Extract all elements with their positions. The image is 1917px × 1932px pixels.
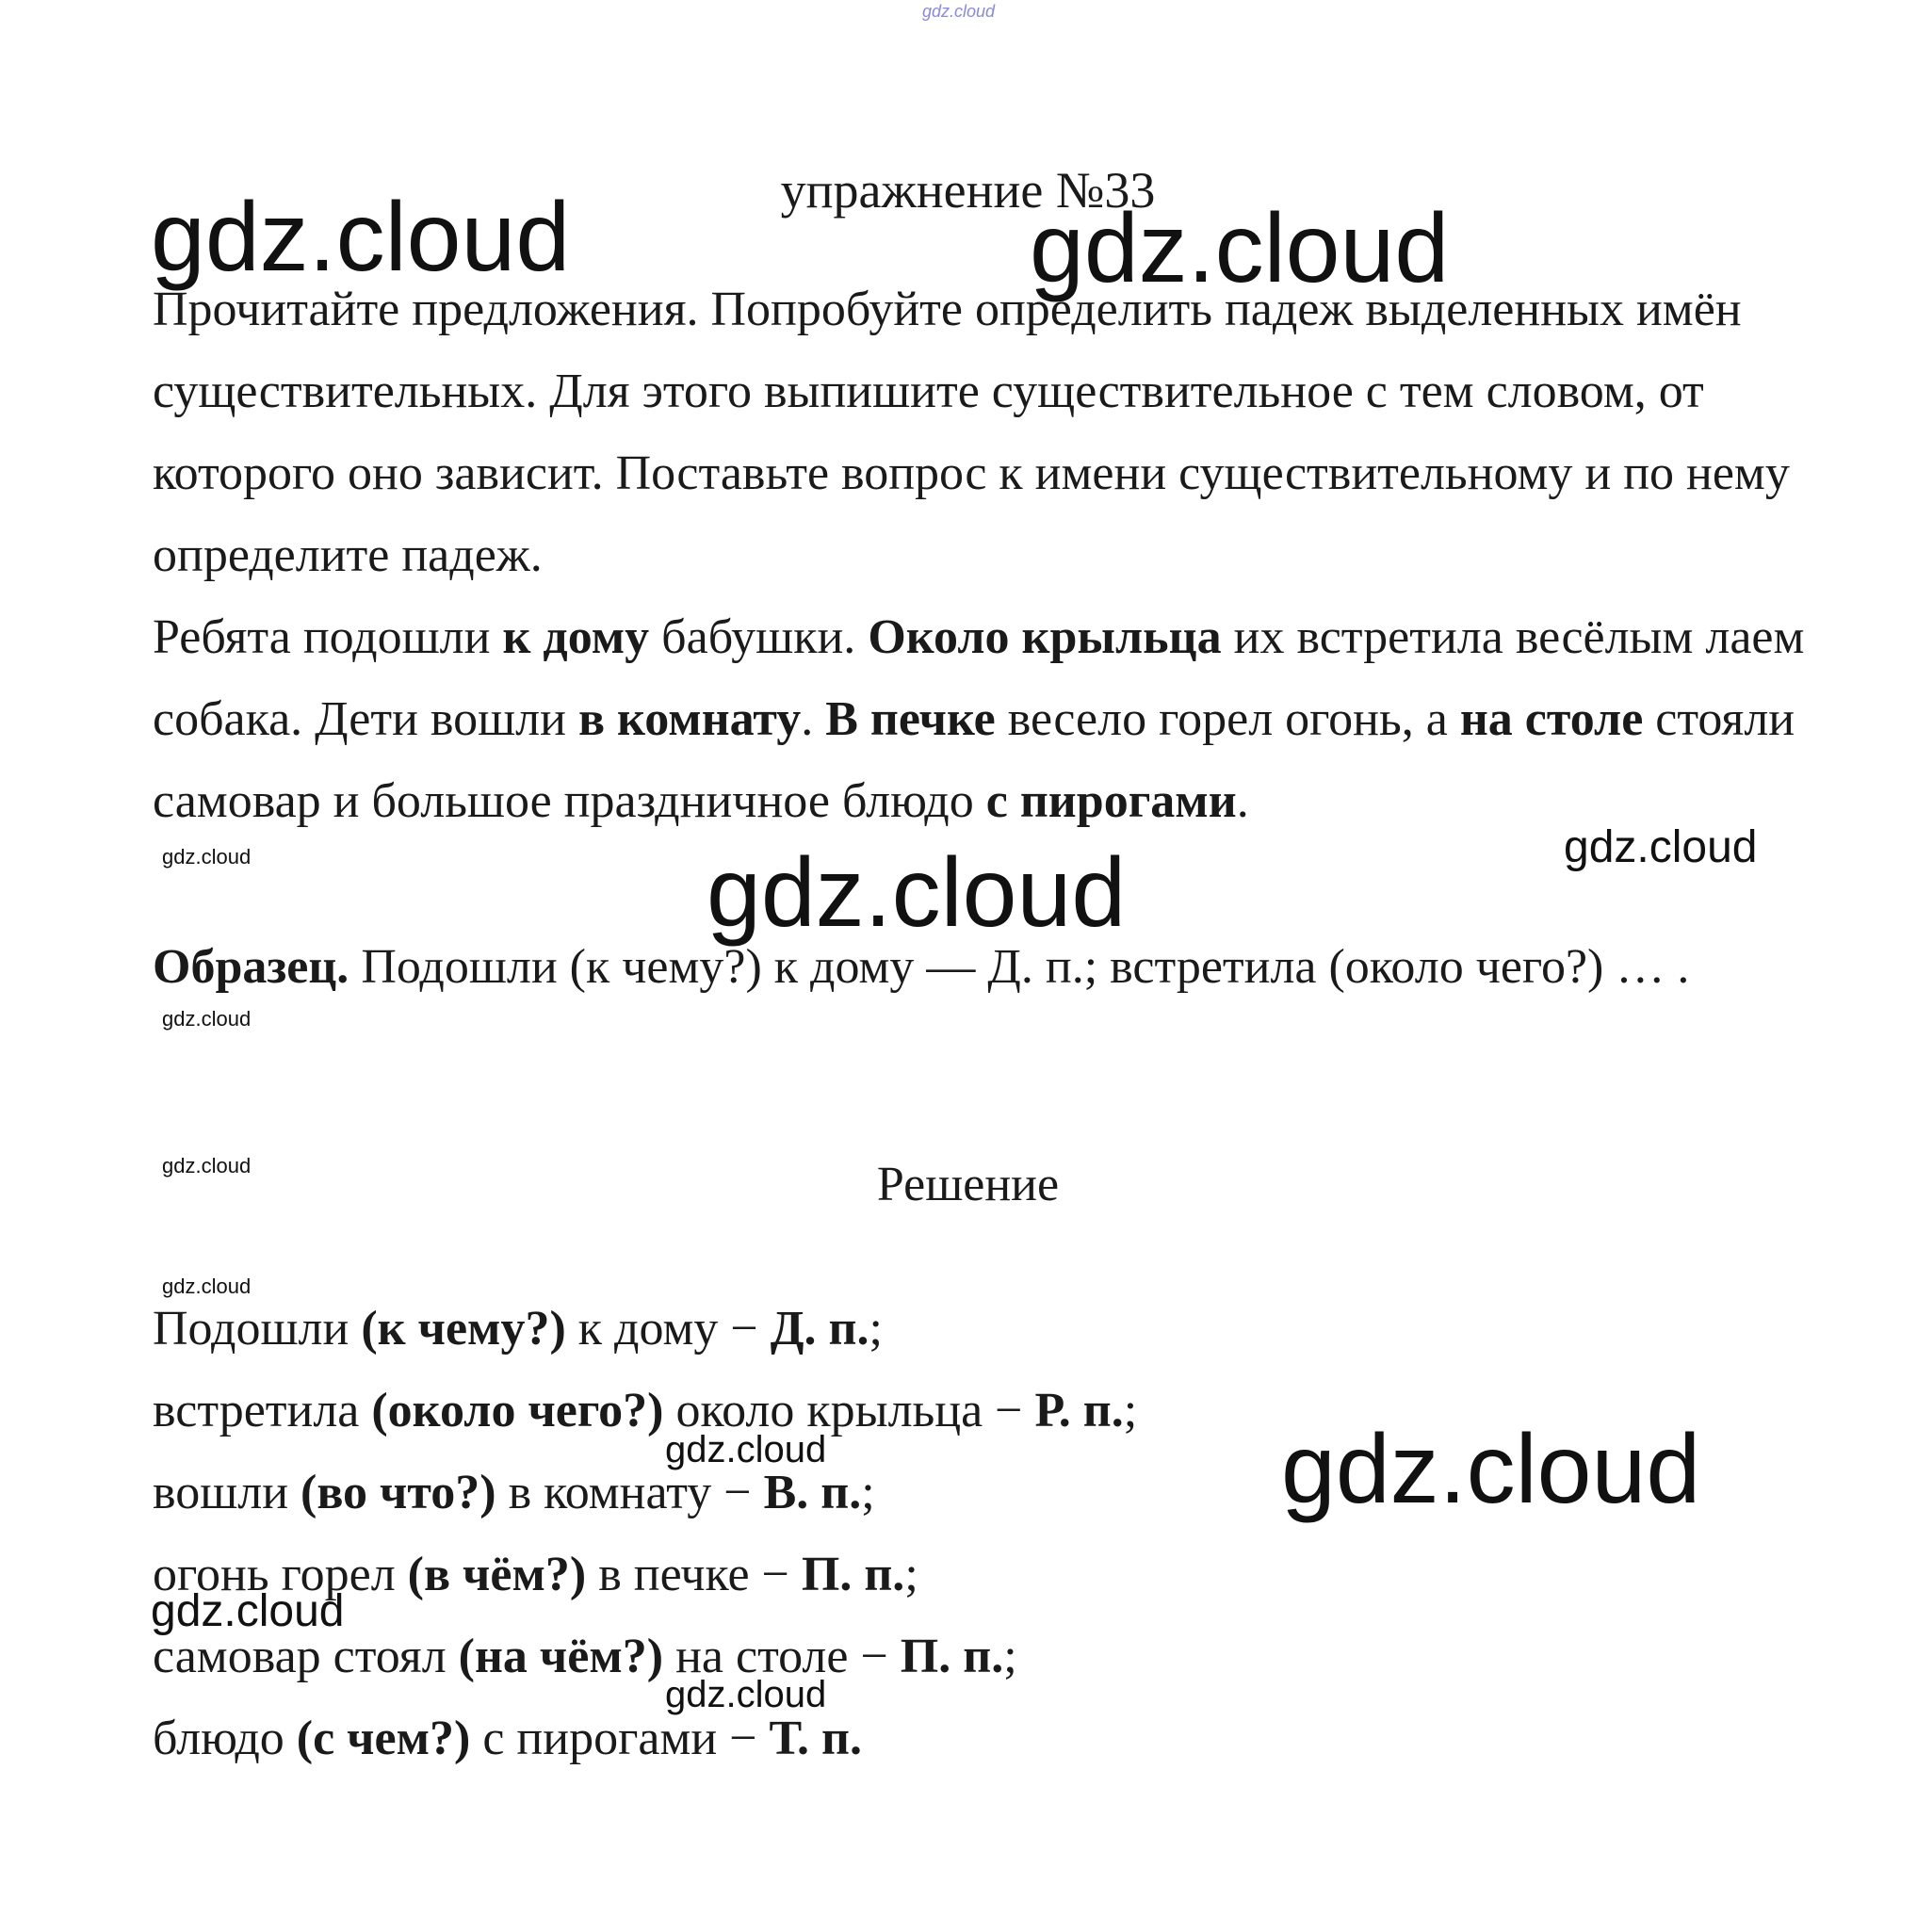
text-segment: ; xyxy=(861,1466,875,1519)
bold-segment: к дому xyxy=(502,610,650,664)
task-block xyxy=(153,268,1886,842)
watermark-text: gdz.cloud xyxy=(151,183,571,292)
watermark-text: gdz.cloud xyxy=(151,1586,345,1636)
watermark-text: gdz.cloud xyxy=(665,1429,827,1470)
bold-segment: на столе xyxy=(1459,692,1644,746)
bold-segment: В. п. xyxy=(763,1466,862,1519)
text-segment: к дому − xyxy=(565,1302,771,1356)
watermark-text: gdz.cloud xyxy=(707,838,1127,948)
text-segment: ; xyxy=(1123,1384,1138,1437)
watermark-text: gdz.cloud xyxy=(162,845,252,869)
text-segment: ; xyxy=(869,1302,883,1356)
watermark-text: gdz.cloud xyxy=(1030,194,1450,303)
solution-title: Решение xyxy=(876,1158,1060,1211)
watermark-text: gdz.cloud xyxy=(162,1274,252,1298)
text-segment: весело горел огонь, а xyxy=(995,692,1460,746)
watermark-text: gdz.cloud xyxy=(1564,822,1758,872)
text-segment: огонь горел xyxy=(153,1548,408,1601)
answer-row xyxy=(153,1288,1566,1370)
bold-segment: с пирогами xyxy=(985,774,1237,828)
bold-segment: В печке xyxy=(825,692,996,746)
text-segment: около крыльца − xyxy=(663,1384,1035,1437)
text-segment: блюдо xyxy=(153,1712,297,1765)
watermark-text: gdz.cloud xyxy=(162,1154,252,1177)
text-segment: самовар стоял xyxy=(153,1630,459,1683)
text-segment: ; xyxy=(1003,1630,1017,1683)
bold-segment: в комнату xyxy=(577,692,802,746)
bold-segment: П. п. xyxy=(900,1630,1004,1683)
sample-label: Образец. xyxy=(153,940,349,994)
text-segment: вошли xyxy=(153,1466,301,1519)
bold-segment: Т. п. xyxy=(769,1712,862,1765)
watermark-text: gdz.cloud xyxy=(1281,1415,1701,1524)
watermark-text: gdz.cloud xyxy=(665,1674,827,1715)
task-instruction: Прочитайте предложения. Попробуйте определить падеж выделенных имён существительных. Для этого выпишите существительное с тем словом, от которого оно зависит. Поставьте вопрос к имени существительному и по нему определите падеж. xyxy=(153,283,1790,582)
top-watermark: gdz.cloud xyxy=(921,2,996,21)
text-segment: с пирогами − xyxy=(470,1712,770,1765)
text-segment: . xyxy=(1236,774,1249,828)
bold-segment: (с чем?) xyxy=(296,1712,471,1765)
text-segment: Подошли xyxy=(153,1302,362,1356)
answer-row xyxy=(153,1615,1566,1697)
text-segment: ; xyxy=(904,1548,918,1601)
text-segment: их встретила весёлым лаем собака. Дети вошли xyxy=(153,610,1805,746)
bold-segment: (около чего?) xyxy=(371,1384,664,1437)
text-segment: стояли самовар и большое праздничное блюдо xyxy=(153,692,1795,828)
bold-segment: Р. п. xyxy=(1034,1384,1124,1437)
sample-text: Подошли (к чему?) к дому — Д. п.; встретила (около чего?) … . xyxy=(349,940,1690,994)
bold-segment: (на чём?) xyxy=(458,1630,664,1683)
bold-segment: (во что?) xyxy=(301,1466,496,1519)
text-segment: в печке − xyxy=(586,1548,802,1601)
bold-segment: Около крыльца xyxy=(868,610,1222,664)
bold-segment: (к чему?) xyxy=(361,1302,566,1356)
bold-segment: П. п. xyxy=(801,1548,905,1601)
solution-answers xyxy=(153,1288,1566,1779)
answer-row xyxy=(153,1697,1566,1779)
answer-row xyxy=(153,1534,1566,1615)
text-segment: Ребята подошли xyxy=(153,610,503,664)
text-segment: . xyxy=(801,692,826,746)
bold-segment: (в чём?) xyxy=(407,1548,587,1601)
text-segment: встретила xyxy=(153,1384,372,1437)
task-text xyxy=(153,596,1886,842)
watermark-text: gdz.cloud xyxy=(162,1007,252,1031)
exercise-title: упражнение №33 xyxy=(780,162,1156,219)
text-segment: бабушки. xyxy=(649,610,869,664)
text-segment: в комнату − xyxy=(495,1466,764,1519)
text-segment: на столе − xyxy=(663,1630,901,1683)
bold-segment: Д. п. xyxy=(770,1302,869,1356)
